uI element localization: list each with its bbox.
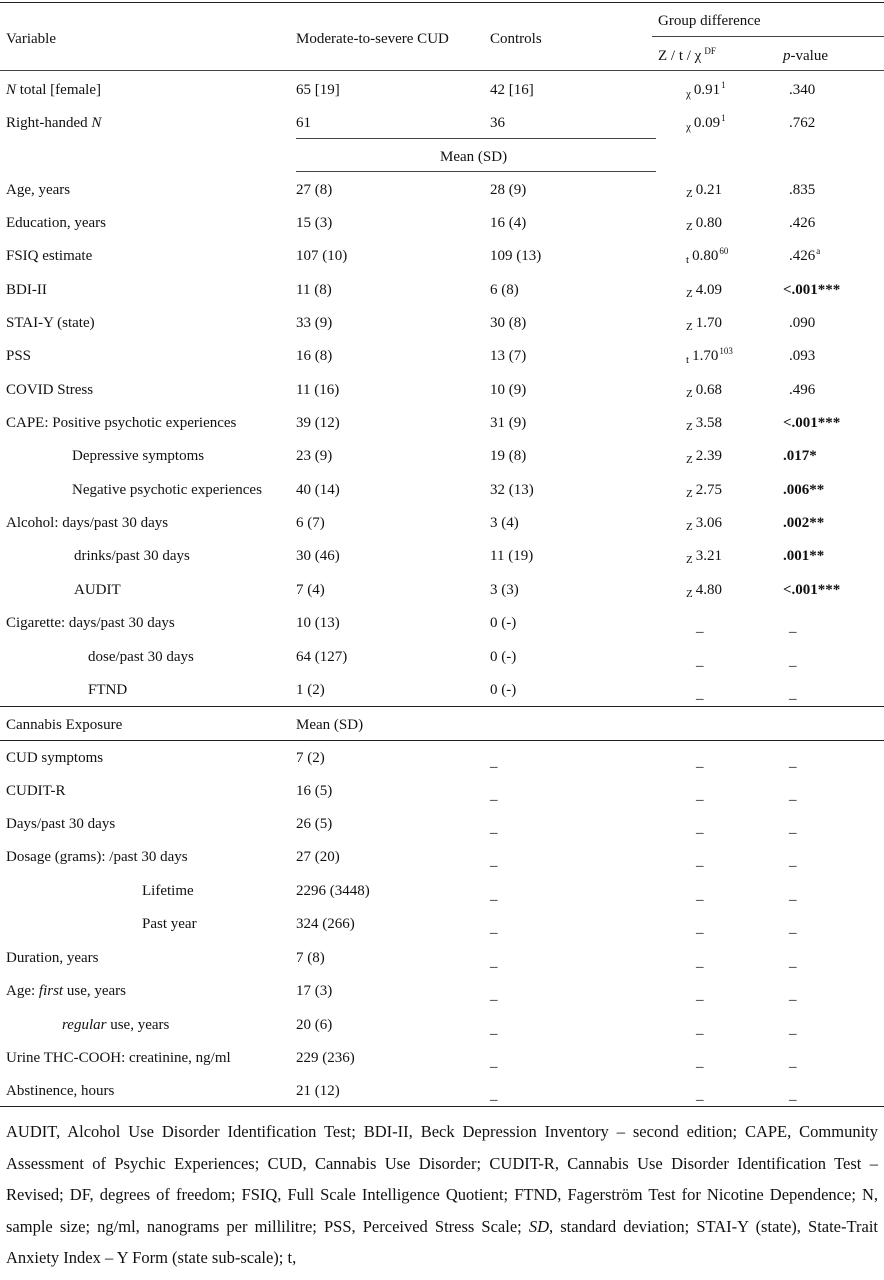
row-label-text: FTND (88, 682, 128, 698)
row-pvalue-text: .835 (789, 182, 816, 198)
cannabis-header-mean-sd: Mean (SD) (296, 717, 364, 733)
header-pvalue (783, 47, 828, 65)
cannabis-row-stat-dash: _ (696, 820, 704, 836)
row-cud-value: 30 (46) (296, 548, 340, 564)
row-stat-symbol: t (686, 254, 690, 266)
cannabis-row-pvalue-dash: _ (789, 1087, 797, 1103)
row-stat-symbol: Z (686, 388, 693, 400)
cannabis-row-label-text: CUDIT-R (6, 783, 66, 799)
cannabis-row-label-text: Duration, years (6, 950, 99, 966)
row-pvalue-text: .426 (789, 248, 816, 264)
cannabis-row-label (6, 949, 98, 967)
row-control-value: 36 (490, 115, 505, 131)
cannabis-row-label (6, 782, 65, 800)
cannabis-row-cud-value: 7 (8) (296, 950, 325, 966)
row-control-value: 3 (3) (490, 582, 519, 598)
cannabis-row-stat-dash: _ (696, 1054, 704, 1070)
row-stat-value: 3.21 (695, 548, 722, 564)
row-control-value: 6 (8) (490, 282, 519, 298)
cannabis-row-cud-value: 21 (12) (296, 1083, 340, 1099)
row-stat-symbol: Z (686, 521, 693, 533)
row-stat-value: 1.70 (695, 315, 722, 331)
row-stat-value: 2.39 (695, 448, 722, 464)
row-label-text: Cigarette: days/past 30 days (6, 615, 175, 631)
row-stat (686, 281, 722, 300)
row-stat-dash: _ (696, 619, 704, 635)
row-pvalue (789, 81, 815, 99)
header-cud: Moderate-to-severe CUD (296, 31, 449, 47)
mean-sd-top-rule (296, 138, 656, 139)
row-label (6, 81, 101, 99)
cannabis-row-cud-value: 324 (266) (296, 916, 355, 932)
row-label (6, 614, 175, 632)
row-cud-value: 27 (8) (296, 182, 333, 198)
row-pvalue (789, 181, 815, 199)
row-control-value: 0 (-) (490, 682, 517, 698)
row-pvalue-text: _ (789, 686, 797, 702)
cannabis-row-label-text: Past year (142, 916, 197, 932)
cannabis-row-stat-dash: _ (696, 1087, 704, 1103)
cannabis-row-pvalue-dash: _ (789, 853, 797, 869)
row-stat-value: 3.06 (695, 515, 722, 531)
row-stat-symbol: Z (686, 188, 693, 200)
header-pvalue-rest: -value (790, 48, 828, 64)
row-label-text: PSS (6, 348, 32, 364)
row-label-text: total [female] (16, 82, 101, 98)
row-stat-df: 1 (721, 80, 726, 90)
notes-sd: SD (528, 1216, 550, 1236)
row-control-value: 30 (8) (490, 315, 527, 331)
row-label (88, 648, 194, 666)
row-pvalue (789, 618, 797, 636)
row-stat-symbol: Z (686, 321, 693, 333)
cannabis-row-label-text: Urine THC-COOH: creatinine, ng/ml (6, 1050, 231, 1066)
row-pvalue-text: .090 (789, 315, 816, 331)
cannabis-row-control-dash: _ (490, 787, 498, 803)
cannabis-row-label-italic: regular (62, 1017, 107, 1033)
cannabis-row-stat-dash: _ (696, 987, 704, 1003)
row-stat (686, 514, 722, 533)
row-cud-value: 11 (16) (296, 382, 340, 398)
row-pvalue-text: .093 (789, 348, 816, 364)
cannabis-row-cud-value: 16 (5) (296, 783, 333, 799)
row-stat-value: 0.21 (695, 182, 722, 198)
row-cud-value: 15 (3) (296, 215, 333, 231)
row-label (6, 347, 31, 365)
row-cud-value: 39 (12) (296, 415, 340, 431)
row-pvalue-text: .340 (789, 82, 816, 98)
row-stat-symbol: Z (686, 421, 693, 433)
header-pvalue-italic: p (783, 48, 791, 64)
row-pvalue-sup: a (816, 246, 821, 256)
row-label-text: COVID Stress (6, 382, 94, 398)
row-stat-value: 4.80 (695, 582, 722, 598)
row-stat-symbol: χ (686, 88, 691, 100)
notes-part1: AUDIT, Alcohol Use Disorder Identification Test; BDI-II, Beck Depression Inventory – second edition; CAPE, Community Assessment of Psychic Experiences; CUD, Cannabis Use Disorder; CUDIT-R, Cannabis Use Disorder Identification Test – Revised; DF, degrees of freedom; FSIQ, Full Scale Intelligence Quotient; FTND, Fagerström Test for Nicotine Dependence; N, sample size; ng/ml, nanograms per millilitre; PSS, Perceived Stress Scale; (6, 1122, 878, 1236)
row-control-value: 0 (-) (490, 615, 517, 631)
row-stat-df: 1 (721, 113, 726, 123)
notes-part2: , standard deviation; STAI-Y (state), State-Trait Anxiety Index – Y Form (state sub-scale); t, (6, 1216, 878, 1267)
cannabis-row-cud-value: 2296 (3448) (296, 883, 370, 899)
row-control-value: 0 (-) (490, 649, 517, 665)
cannabis-row-pvalue-dash: _ (789, 887, 797, 903)
row-label (72, 447, 204, 465)
mean-sd-bottom-rule (296, 171, 656, 172)
cannabis-row-cud-value: 20 (6) (296, 1017, 333, 1033)
row-pvalue (789, 214, 815, 232)
row-label (6, 314, 95, 332)
cannabis-row-label-text: Lifetime (142, 883, 194, 899)
cannabis-row-control-dash: _ (490, 920, 498, 936)
row-stat (686, 214, 722, 233)
row-cud-value: 6 (7) (296, 515, 325, 531)
row-control-value: 10 (9) (490, 382, 527, 398)
row-label (6, 247, 92, 265)
row-label-italic: N (91, 115, 102, 131)
cannabis-row-cud-value: 27 (20) (296, 849, 340, 865)
cannabis-row-pvalue-dash: _ (789, 787, 797, 803)
row-label-text: CAPE: Positive psychotic experiences (6, 415, 237, 431)
row-pvalue (783, 281, 840, 299)
cannabis-row-pvalue-dash: _ (789, 1021, 797, 1037)
header-stat-sup: DF (704, 46, 716, 56)
row-label-text: Right-handed (6, 115, 92, 131)
cannabis-row-cud-value: 26 (5) (296, 816, 333, 832)
row-stat-value: 3.58 (695, 415, 722, 431)
row-pvalue (783, 547, 824, 565)
mean-sd-label: Mean (SD) (440, 149, 508, 165)
header-group-difference: Group difference (658, 13, 761, 29)
row-pvalue-text: <.001*** (783, 282, 841, 298)
cannabis-row-stat-dash: _ (696, 920, 704, 936)
row-label-text: Negative psychotic experiences (72, 482, 262, 498)
row-cud-value: 33 (9) (296, 315, 333, 331)
row-stat-value: 2.75 (695, 482, 722, 498)
cannabis-row-label-italic: first (38, 983, 64, 999)
row-cud-value: 16 (8) (296, 348, 333, 364)
row-stat-symbol: Z (686, 221, 693, 233)
row-cud-value: 11 (8) (296, 282, 332, 298)
row-pvalue (783, 581, 840, 599)
row-label (74, 547, 190, 565)
table-notes (6, 1116, 878, 1274)
row-stat (686, 81, 726, 100)
row-cud-value: 40 (14) (296, 482, 340, 498)
cannabis-row-label (6, 815, 115, 833)
row-stat-symbol: t (686, 354, 690, 366)
cannabis-row-control-dash: _ (490, 820, 498, 836)
cannabis-row-label (142, 915, 197, 933)
row-cud-value: 61 (296, 115, 311, 131)
row-label (74, 581, 121, 599)
row-label (72, 481, 262, 499)
cannabis-row-control-dash: _ (490, 1021, 498, 1037)
row-cud-value: 64 (127) (296, 649, 348, 665)
row-cud-value: 23 (9) (296, 448, 333, 464)
row-control-value: 32 (13) (490, 482, 534, 498)
row-label (6, 381, 93, 399)
row-cud-value: 10 (13) (296, 615, 340, 631)
row-label (88, 681, 127, 699)
row-pvalue (783, 514, 824, 532)
row-pvalue-text: _ (789, 653, 797, 669)
cannabis-row-stat-dash: _ (696, 754, 704, 770)
row-pvalue (789, 314, 815, 332)
row-stat-value: 0.80 (692, 248, 719, 264)
row-label-italic: N (6, 82, 17, 98)
row-stat-symbol: Z (686, 454, 693, 466)
row-label-text: Depressive symptoms (72, 448, 205, 464)
row-stat (686, 347, 733, 366)
cannabis-row-stat-dash: _ (696, 954, 704, 970)
cannabis-row-pvalue-dash: _ (789, 920, 797, 936)
row-stat-value: 0.09 (693, 115, 721, 131)
cannabis-row-control-dash: _ (490, 853, 498, 869)
row-control-value: 16 (4) (490, 215, 527, 231)
header-stat-label: Z / t / χ (658, 48, 702, 64)
row-stat (686, 414, 722, 433)
row-label-text: Age, years (6, 182, 71, 198)
cannabis-row-stat-dash: _ (696, 887, 704, 903)
cannabis-row-cud-value: 7 (2) (296, 750, 325, 766)
row-pvalue (783, 414, 840, 432)
cannabis-row-stat-dash: _ (696, 1021, 704, 1037)
row-cud-value: 7 (4) (296, 582, 325, 598)
row-label (6, 114, 101, 132)
row-cud-value: 107 (10) (296, 248, 348, 264)
row-pvalue-text: .002** (783, 515, 825, 531)
row-control-value: 11 (19) (490, 548, 534, 564)
row-pvalue (789, 381, 815, 399)
row-stat-symbol: Z (686, 288, 693, 300)
cannabis-row-pvalue-dash: _ (789, 954, 797, 970)
row-stat-symbol: χ (686, 121, 691, 133)
row-stat-symbol: Z (686, 588, 693, 600)
top-rule (0, 2, 884, 3)
row-label-text: dose/past 30 days (88, 649, 194, 665)
cannabis-row-control-dash: _ (490, 987, 498, 1003)
cannabis-header-rule (0, 740, 884, 741)
row-stat (686, 114, 726, 133)
row-control-value: 13 (7) (490, 348, 527, 364)
cannabis-row-stat-dash: _ (696, 853, 704, 869)
row-stat-value: 1.70 (692, 348, 719, 364)
row-label-text: STAI-Y (state) (6, 315, 95, 331)
row-pvalue-text: .017* (783, 448, 817, 464)
row-stat (686, 581, 722, 600)
cannabis-row-label-text: Days/past 30 days (6, 816, 116, 832)
cannabis-row-label-text: Dosage (grams): /past 30 days (6, 849, 188, 865)
row-stat-value: 0.68 (695, 382, 722, 398)
row-stat (686, 381, 722, 400)
row-label (6, 181, 70, 199)
row-pvalue-text: .426 (789, 215, 816, 231)
row-stat (686, 247, 728, 266)
cannabis-row-control-dash: _ (490, 887, 498, 903)
cannabis-row-label (6, 1082, 114, 1100)
cannabis-row-label-suffix: use, years (63, 983, 127, 999)
row-control-value: 19 (8) (490, 448, 527, 464)
row-label-text: AUDIT (74, 582, 121, 598)
cannabis-row-control-dash: _ (490, 954, 498, 970)
cannabis-row-control-dash: _ (490, 1054, 498, 1070)
row-stat (686, 481, 722, 500)
row-pvalue-text: .496 (789, 382, 816, 398)
row-stat-df: 60 (719, 246, 729, 256)
cannabis-row-pvalue-dash: _ (789, 820, 797, 836)
header-stat (658, 47, 716, 66)
row-pvalue (783, 447, 817, 465)
row-label-text: Alcohol: days/past 30 days (6, 515, 169, 531)
cannabis-row-label-text: CUD symptoms (6, 750, 104, 766)
group-difference-rule (652, 36, 884, 37)
row-pvalue-text: .001** (783, 548, 825, 564)
cannabis-row-pvalue-dash: _ (789, 987, 797, 1003)
cannabis-row-control-dash: _ (490, 754, 498, 770)
cannabis-row-label-text: Abstinence, hours (6, 1083, 115, 1099)
row-stat-symbol: Z (686, 488, 693, 500)
cannabis-row-label-text: Age: (6, 983, 39, 999)
row-stat-value: 0.91 (693, 82, 721, 98)
row-stat-value: 0.80 (695, 215, 722, 231)
row-pvalue (789, 247, 820, 266)
cannabis-row-pvalue-dash: _ (789, 754, 797, 770)
row-label-text: drinks/past 30 days (74, 548, 190, 564)
cannabis-row-pvalue-dash: _ (789, 1054, 797, 1070)
cannabis-row-label (6, 1049, 231, 1067)
row-pvalue (789, 114, 815, 132)
header-bottom-rule (0, 70, 884, 71)
row-stat (686, 547, 722, 566)
row-pvalue-text: .006** (783, 482, 825, 498)
row-cud-value: 65 [19] (296, 82, 340, 98)
row-label (6, 214, 106, 232)
row-stat-symbol: Z (686, 554, 693, 566)
row-stat (686, 447, 722, 466)
row-stat-dash: _ (696, 653, 704, 669)
cannabis-row-cud-value: 17 (3) (296, 983, 333, 999)
row-pvalue (789, 347, 815, 365)
row-control-value: 28 (9) (490, 182, 527, 198)
row-label-text: Education, years (6, 215, 106, 231)
header-controls: Controls (490, 31, 542, 47)
row-stat-df: 103 (719, 346, 733, 356)
row-control-value: 31 (9) (490, 415, 527, 431)
row-pvalue-text: .762 (789, 115, 816, 131)
row-pvalue (789, 685, 797, 703)
cannabis-row-cud-value: 229 (236) (296, 1050, 355, 1066)
row-stat-value: 4.09 (695, 282, 722, 298)
row-pvalue-text: <.001*** (783, 415, 841, 431)
row-stat (686, 314, 722, 333)
row-stat (686, 181, 722, 200)
cannabis-row-label (142, 882, 194, 900)
cannabis-header-label: Cannabis Exposure (6, 717, 123, 733)
row-label (6, 514, 168, 532)
row-label-text: BDI-II (6, 282, 47, 298)
row-control-value: 109 (13) (490, 248, 542, 264)
row-pvalue (783, 481, 824, 499)
row-label (6, 281, 47, 299)
cannabis-row-label (62, 1016, 169, 1034)
row-pvalue-text: <.001*** (783, 582, 841, 598)
cannabis-row-label (6, 982, 126, 1000)
table-bottom-rule (0, 1106, 884, 1107)
cannabis-top-rule (0, 706, 884, 707)
row-stat-dash: _ (696, 686, 704, 702)
row-cud-value: 1 (2) (296, 682, 325, 698)
row-pvalue-text: _ (789, 619, 797, 635)
row-control-value: 3 (4) (490, 515, 519, 531)
cannabis-row-label-suffix: use, years (106, 1017, 170, 1033)
cannabis-row-control-dash: _ (490, 1087, 498, 1103)
cannabis-row-label (6, 848, 188, 866)
row-pvalue (789, 652, 797, 670)
row-label (6, 414, 236, 432)
header-variable: Variable (6, 31, 56, 47)
row-label-text: FSIQ estimate (6, 248, 93, 264)
cannabis-row-stat-dash: _ (696, 787, 704, 803)
cannabis-row-label (6, 749, 103, 767)
row-control-value: 42 [16] (490, 82, 534, 98)
